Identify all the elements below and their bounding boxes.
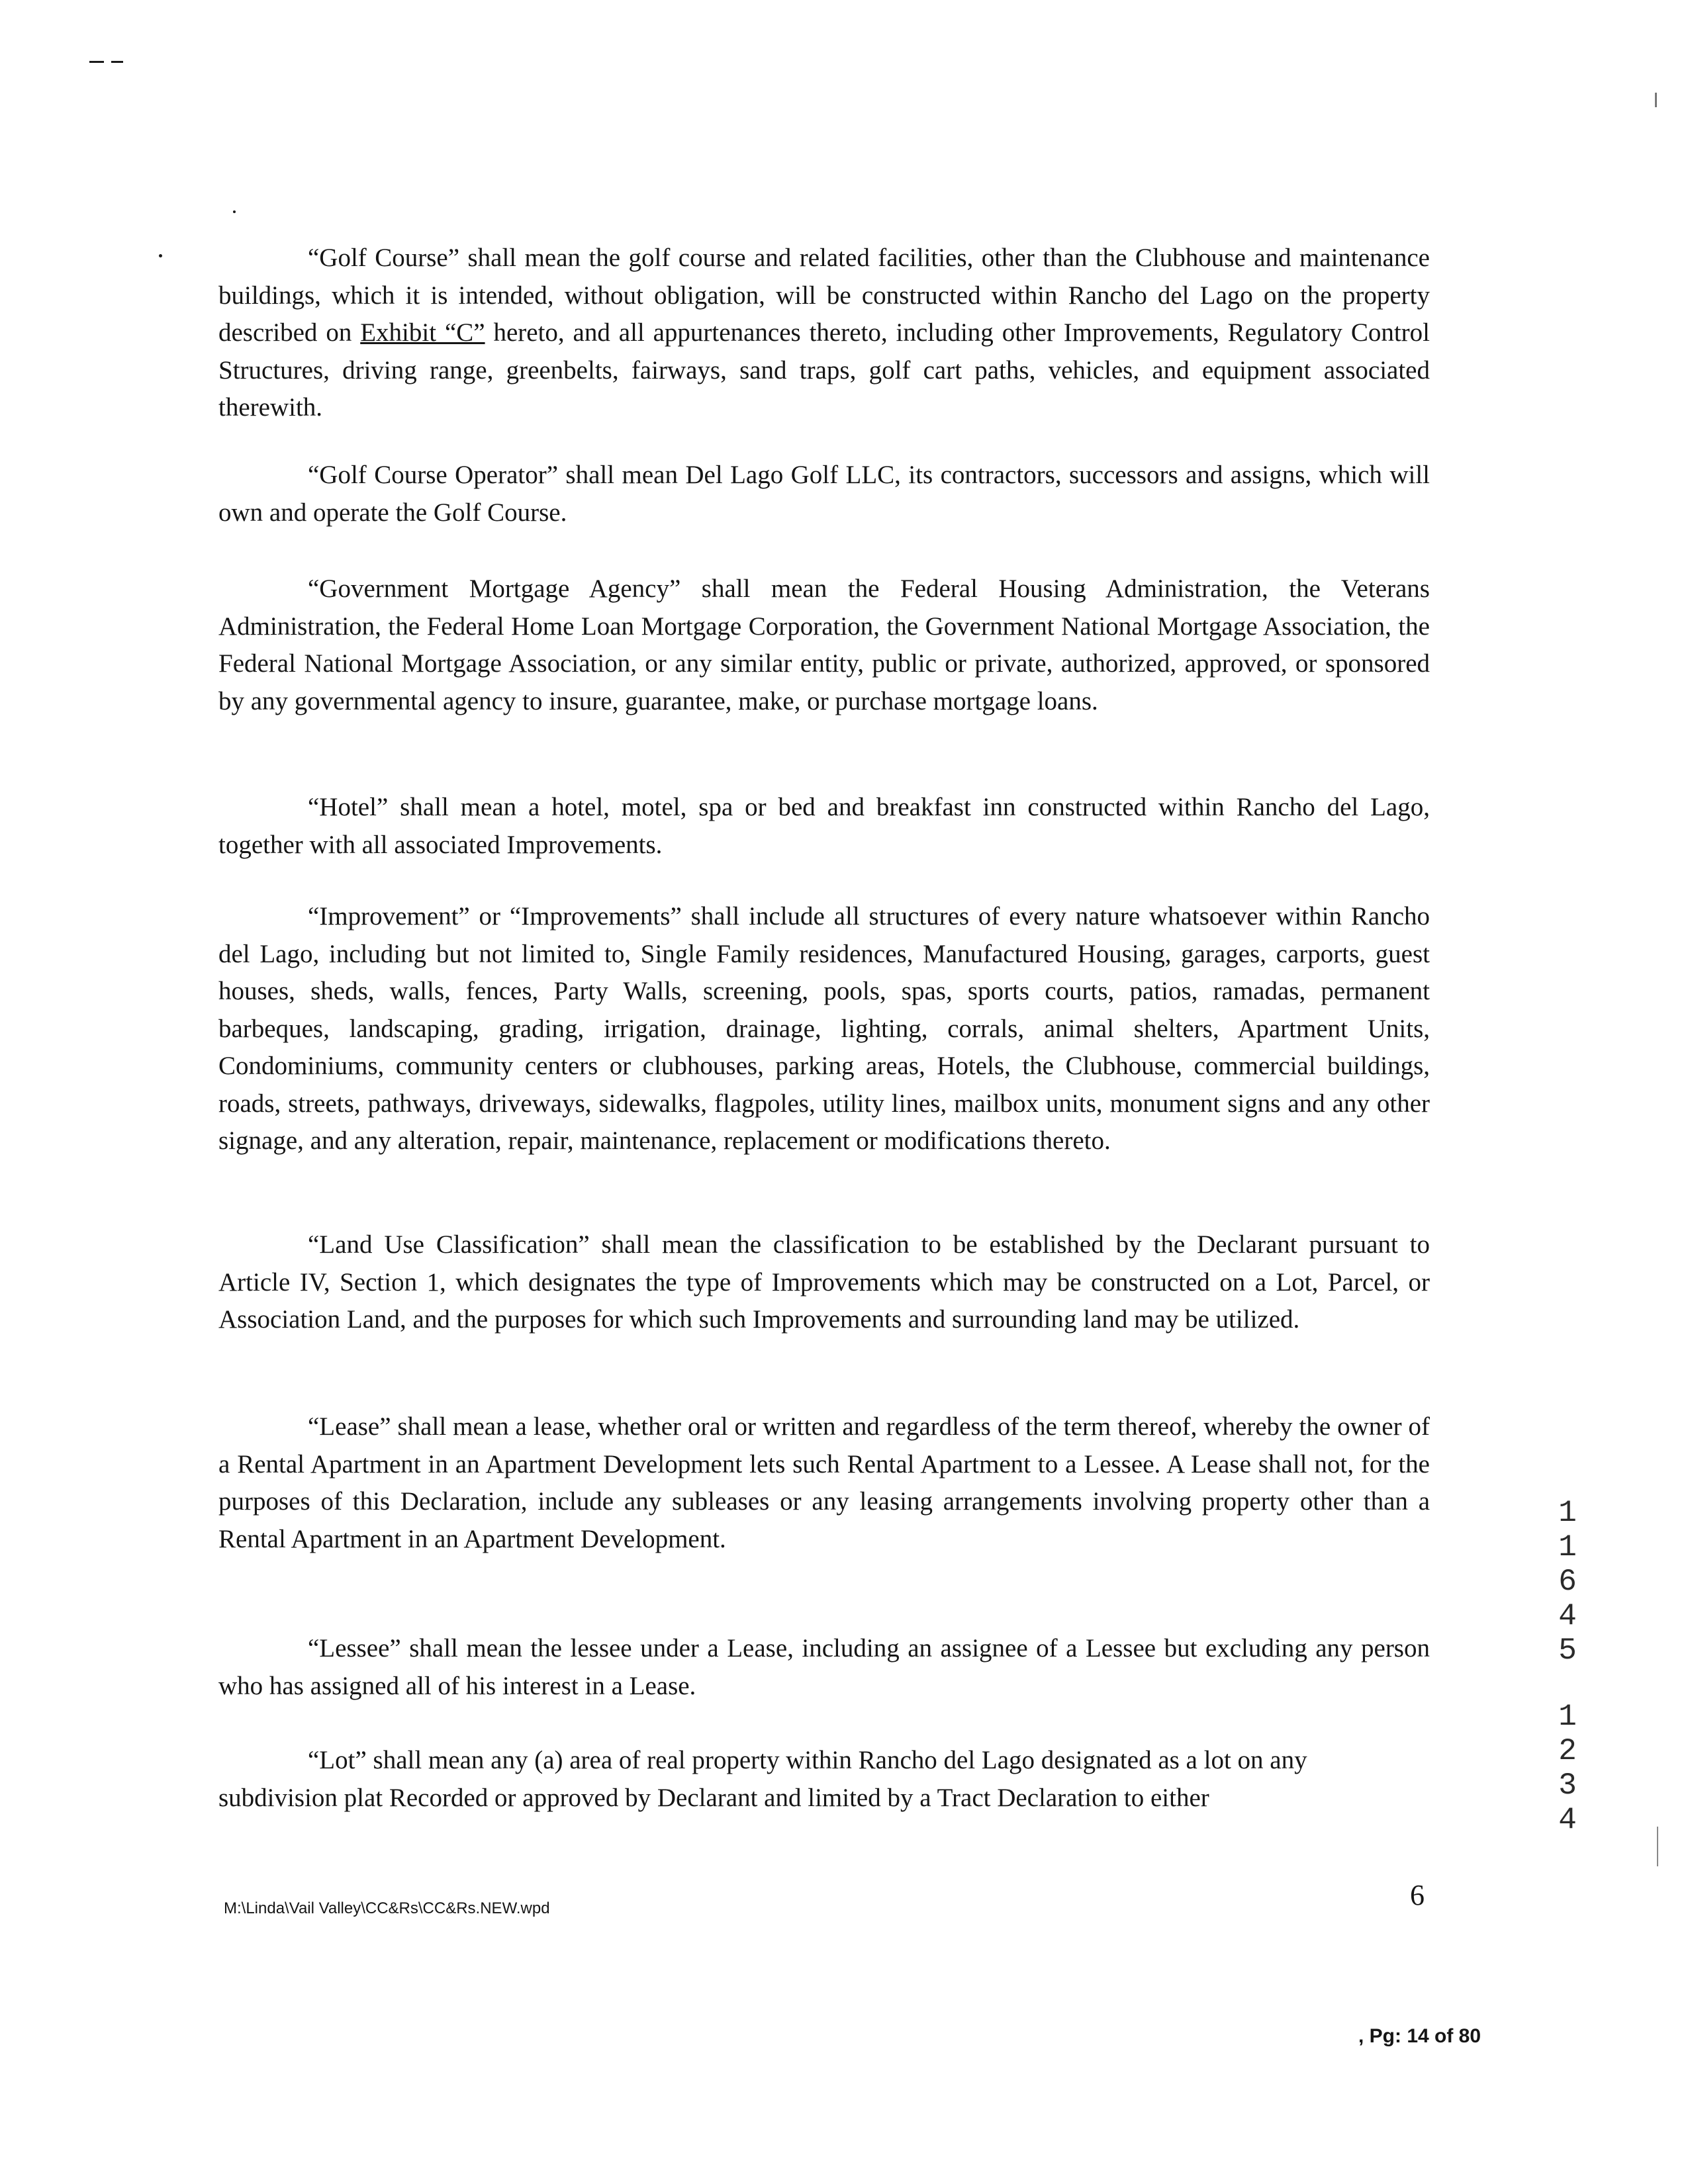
definition-golf-course: “Golf Course” shall mean the golf course and related facilities, other than the Clubhouse and maintenance buildings, which it is intended, without obligation, will be constructed within Rancho del Lago on the property described on Exhibit “C” hereto, and all appurtenances thereto, including other Improvements, Regulatory Control Structures, driving range, greenbelts, fairways, sand traps, golf cart paths, vehicles, and equipment associated therewith. xyxy=(218,244,1430,422)
stamp-digit: 4 xyxy=(1558,1803,1577,1837)
stamp-digit: 3 xyxy=(1558,1768,1577,1803)
stamp-digit: 4 xyxy=(1558,1599,1577,1633)
stamp-digit: 2 xyxy=(1558,1734,1577,1768)
definition-land-use-classification: “Land Use Classification” shall mean the classification to be established by the Declarant pursuant to Article IV, Section 1, which designates the type of Improvements which may be constructed on a Lot, Parcel, or Association Land, and the purposes for which such Improvements and surrounding land may be utilized. xyxy=(218,1230,1430,1334)
definition-lease: “Lease” shall mean a lease, whether oral or written and regardless of the term thereof, whereby the owner of a Rental Apartment in an Apartment Development lets such Rental Apartment to a Lessee. A Lease shall not, for the purposes of this Declaration, include any subleases or any leasing arrangements involving property other than a Rental Apartment in an Apartment Development. xyxy=(218,1412,1430,1553)
recording-number-stamp xyxy=(1556,1496,1579,1837)
scan-mark xyxy=(159,254,162,257)
stamp-digit: 1 xyxy=(1558,1496,1577,1530)
stamp-digit: 1 xyxy=(1558,1530,1577,1565)
definition-government-mortgage-agency: “Government Mortgage Agency” shall mean the Federal Housing Administration, the Veterans Administration, the Federal Home Loan Mortgage Corporation, the Government National Mortgage Association, the Federal National Mortgage Association, or any similar entity, public or private, authorized, approved, or sponsored by any governmental agency to insure, guarantee, make, or purchase mortgage loans. xyxy=(218,574,1430,715)
definition-hotel: “Hotel” shall mean a hotel, motel, spa or bed and breakfast inn constructed within Rancho del Lago, together with all associated Improvements. xyxy=(218,793,1430,859)
stamp-digit: 5 xyxy=(1558,1633,1577,1668)
footer-file-path: M:\Linda\Vail Valley\CC&Rs\CC&Rs.NEW.wpd xyxy=(224,1899,550,1917)
scan-mark xyxy=(89,61,104,63)
stamp-digit: 6 xyxy=(1558,1565,1577,1599)
scan-mark xyxy=(233,210,236,213)
definition-golf-course-operator: “Golf Course Operator” shall mean Del Lago Golf LLC, its contractors, successors and assigns, which will own and operate the Golf Course. xyxy=(218,461,1430,527)
definition-lot: “Lot” shall mean any (a) area of real property within Rancho del Lago designated as a lot on any subdivision plat Recorded or approved by Declarant and limited by a Tract Declaration to either xyxy=(218,1746,1307,1812)
recording-page-stamp: , Pg: 14 of 80 xyxy=(1358,2025,1481,2047)
scan-mark xyxy=(111,61,123,63)
stamp-digit: 1 xyxy=(1558,1700,1577,1734)
scan-mark xyxy=(1657,1827,1658,1866)
scan-mark xyxy=(1655,93,1657,107)
page-number: 6 xyxy=(1410,1879,1425,1911)
definition-lessee: “Lessee” shall mean the lessee under a Lease, including an assignee of a Lessee but excluding any person who has assigned all of his interest in a Lease. xyxy=(218,1634,1430,1700)
exhibit-c-reference: Exhibit “C” xyxy=(360,318,485,347)
definition-improvement: “Improvement” or “Improvements” shall include all structures of every nature whatsoever within Rancho del Lago, including but not limited to, Single Family residences, Manufactured Housing, garages, carports, guest houses, sheds, walls, fences, Party Walls, screening, pools, spas, sports courts, patios, ramadas, permanent barbeques, landscaping, grading, irrigation, drainage, lighting, corrals, animal shelters, Apartment Units, Condominiums, community centers or clubhouses, parking areas, Hotels, the Clubhouse, commercial buildings, roads, streets, pathways, driveways, sidewalks, flagpoles, utility lines, mailbox units, monument signs and any other signage, and any alteration, repair, maintenance, replacement or modifications thereto. xyxy=(218,902,1430,1155)
